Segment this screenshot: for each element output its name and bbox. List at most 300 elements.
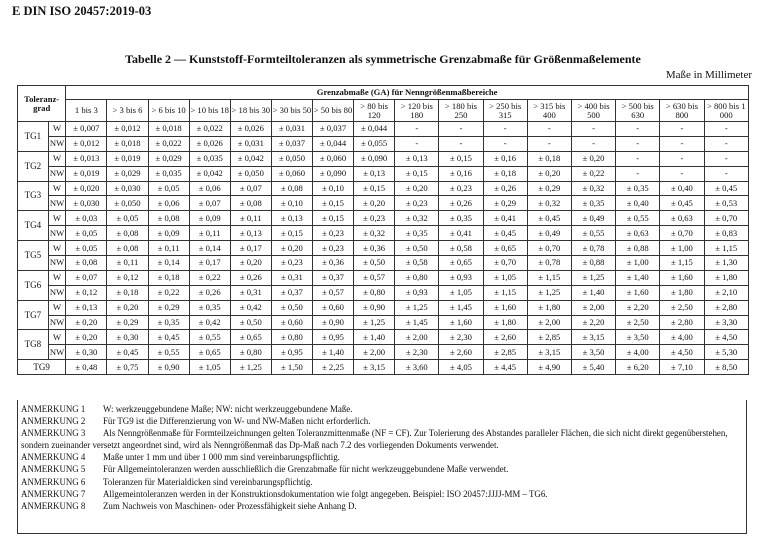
value-cell: ± 0,22 bbox=[148, 285, 189, 300]
value-cell: ± 2,30 bbox=[395, 345, 439, 360]
range-header-cell: > 30 bis 50 bbox=[271, 100, 312, 122]
value-cell: ± 0,06 bbox=[148, 196, 189, 211]
value-cell: ± 4,05 bbox=[439, 360, 483, 375]
value-cell: ± 2,85 bbox=[527, 330, 571, 345]
value-cell: ± 0,20 bbox=[107, 300, 148, 315]
range-header-cell: 1 bis 3 bbox=[66, 100, 107, 122]
value-cell: ± 0,42 bbox=[189, 315, 230, 330]
grade-cell: TG2 bbox=[18, 151, 49, 181]
value-cell: ± 0,58 bbox=[439, 241, 483, 256]
value-cell: ± 1,25 bbox=[354, 315, 395, 330]
value-cell: ± 0,32 bbox=[354, 226, 395, 241]
value-cell: ± 0,60 bbox=[312, 300, 353, 315]
note-item bbox=[21, 451, 743, 463]
value-cell: ± 0,13 bbox=[354, 166, 395, 181]
value-cell: ± 0,35 bbox=[189, 300, 230, 315]
value-cell: ± 0,16 bbox=[439, 166, 483, 181]
value-cell: ± 0,30 bbox=[107, 330, 148, 345]
dimension-type-cell: NW bbox=[48, 136, 65, 151]
value-cell: ± 0,29 bbox=[107, 315, 148, 330]
dimension-type-cell: W bbox=[48, 330, 65, 345]
value-cell: ± 1,00 bbox=[660, 241, 704, 256]
value-cell: ± 1,25 bbox=[230, 360, 271, 375]
value-cell: ± 0,14 bbox=[189, 241, 230, 256]
value-cell: ± 0,45 bbox=[148, 330, 189, 345]
value-cell: ± 0,20 bbox=[395, 181, 439, 196]
value-cell: ± 0,013 bbox=[66, 151, 107, 166]
value-cell: ± 0,11 bbox=[148, 241, 189, 256]
value-cell: ± 3,15 bbox=[527, 345, 571, 360]
value-cell: ± 0,030 bbox=[107, 181, 148, 196]
value-cell: ± 0,78 bbox=[571, 241, 615, 256]
value-cell: ± 0,037 bbox=[312, 122, 353, 137]
value-cell: ± 0,26 bbox=[483, 181, 527, 196]
value-cell: ± 0,029 bbox=[107, 166, 148, 181]
value-cell: ± 0,029 bbox=[148, 151, 189, 166]
value-cell: ± 0,15 bbox=[312, 211, 353, 226]
value-cell: ± 0,37 bbox=[312, 270, 353, 285]
value-cell: ± 0,90 bbox=[354, 300, 395, 315]
dimension-type-cell: W bbox=[48, 270, 65, 285]
value-cell: ± 0,026 bbox=[189, 136, 230, 151]
value-cell: ± 2,80 bbox=[704, 300, 749, 315]
value-cell: ± 2,00 bbox=[354, 345, 395, 360]
value-cell: ± 0,29 bbox=[483, 196, 527, 211]
dimension-type-cell: W bbox=[48, 211, 65, 226]
dimension-type-cell: NW bbox=[48, 226, 65, 241]
value-cell: ± 1,60 bbox=[660, 270, 704, 285]
value-cell: ± 0,11 bbox=[107, 256, 148, 271]
grade-cell: TG8 bbox=[18, 330, 49, 360]
value-cell: ± 5,40 bbox=[571, 360, 615, 375]
value-cell: ± 1,00 bbox=[616, 256, 660, 271]
value-cell: - bbox=[571, 122, 615, 137]
note-item bbox=[21, 427, 743, 451]
note-label: ANMERKUNG 5 bbox=[21, 464, 86, 475]
value-cell: - bbox=[571, 136, 615, 151]
value-cell: ± 3,60 bbox=[395, 360, 439, 375]
value-cell: ± 8,50 bbox=[704, 360, 749, 375]
grade-cell: TG3 bbox=[18, 181, 49, 211]
value-cell: ± 0,042 bbox=[189, 166, 230, 181]
value-cell: ± 0,29 bbox=[527, 181, 571, 196]
value-cell: ± 1,45 bbox=[395, 315, 439, 330]
limit-deviation-header: Grenzabmaße (GA) für Nenngrößenmaßbereiche bbox=[66, 86, 749, 100]
value-cell: ± 0,18 bbox=[107, 285, 148, 300]
table-row bbox=[18, 196, 749, 211]
value-cell: ± 2,80 bbox=[660, 315, 704, 330]
value-cell: ± 0,06 bbox=[189, 181, 230, 196]
value-cell: ± 7,10 bbox=[660, 360, 704, 375]
value-cell: ± 0,45 bbox=[704, 181, 749, 196]
value-cell: ± 0,35 bbox=[148, 315, 189, 330]
notes-box bbox=[17, 400, 747, 534]
value-cell: ± 2,00 bbox=[395, 330, 439, 345]
value-cell: ± 0,17 bbox=[230, 241, 271, 256]
value-cell: ± 2,20 bbox=[571, 315, 615, 330]
value-cell: ± 0,88 bbox=[616, 241, 660, 256]
value-cell: ± 0,45 bbox=[483, 226, 527, 241]
value-cell: ± 1,60 bbox=[616, 285, 660, 300]
value-cell: ± 0,42 bbox=[230, 300, 271, 315]
dimension-type-cell: W bbox=[48, 300, 65, 315]
value-cell: ± 0,019 bbox=[107, 151, 148, 166]
value-cell: ± 0,022 bbox=[148, 136, 189, 151]
value-cell: ± 1,80 bbox=[483, 315, 527, 330]
table-row bbox=[18, 345, 749, 360]
value-cell: ± 0,57 bbox=[312, 285, 353, 300]
value-cell: - bbox=[704, 166, 749, 181]
value-cell: ± 1,50 bbox=[271, 360, 312, 375]
note-label: ANMERKUNG 3 bbox=[21, 428, 86, 439]
range-header-cell: > 800 bis 1 000 bbox=[704, 100, 749, 122]
value-cell: ± 0,35 bbox=[439, 211, 483, 226]
value-cell: ± 0,32 bbox=[571, 181, 615, 196]
table-body bbox=[18, 122, 749, 375]
value-cell: ± 0,090 bbox=[354, 151, 395, 166]
value-cell: ± 0,09 bbox=[148, 226, 189, 241]
value-cell: ± 0,22 bbox=[571, 166, 615, 181]
value-cell: ± 0,58 bbox=[395, 256, 439, 271]
value-cell: ± 0,07 bbox=[189, 196, 230, 211]
value-cell: - bbox=[660, 122, 704, 137]
value-cell: - bbox=[704, 136, 749, 151]
value-cell: ± 0,17 bbox=[189, 256, 230, 271]
table-row bbox=[18, 330, 749, 345]
value-cell: ± 1,25 bbox=[571, 270, 615, 285]
value-cell: - bbox=[616, 151, 660, 166]
table-title: Tabelle 2 — Kunststoff-Formteiltoleranzen als symmetrische Grenzabmaße für Größenmaßelemente bbox=[125, 52, 641, 66]
value-cell: ± 2,25 bbox=[312, 360, 353, 375]
value-cell: ± 2,60 bbox=[483, 330, 527, 345]
value-cell: - bbox=[660, 166, 704, 181]
value-cell: ± 0,63 bbox=[616, 226, 660, 241]
value-cell: ± 0,018 bbox=[107, 136, 148, 151]
value-cell: ± 4,00 bbox=[660, 330, 704, 345]
value-cell: ± 0,36 bbox=[354, 241, 395, 256]
value-cell: - bbox=[395, 136, 439, 151]
grade-cell: TG1 bbox=[18, 122, 49, 152]
value-cell: ± 0,23 bbox=[312, 241, 353, 256]
value-cell: ± 0,037 bbox=[271, 136, 312, 151]
range-header-cell: > 10 bis 18 bbox=[189, 100, 230, 122]
value-cell: - bbox=[660, 136, 704, 151]
note-item bbox=[21, 500, 743, 512]
table-row bbox=[18, 166, 749, 181]
value-cell: ± 0,11 bbox=[230, 211, 271, 226]
note-label: ANMERKUNG 4 bbox=[21, 452, 86, 463]
value-cell: - bbox=[483, 122, 527, 137]
value-cell: ± 0,08 bbox=[107, 241, 148, 256]
value-cell: ± 0,20 bbox=[66, 315, 107, 330]
value-cell: ± 0,030 bbox=[66, 196, 107, 211]
value-cell: ± 0,60 bbox=[271, 315, 312, 330]
dimension-type-cell: NW bbox=[48, 315, 65, 330]
value-cell: ± 0,15 bbox=[354, 181, 395, 196]
value-cell: ± 0,23 bbox=[312, 226, 353, 241]
value-cell: ± 1,05 bbox=[483, 270, 527, 285]
value-cell: ± 0,63 bbox=[660, 211, 704, 226]
table-row bbox=[18, 300, 749, 315]
value-cell: ± 2,50 bbox=[616, 315, 660, 330]
value-cell: ± 0,035 bbox=[148, 166, 189, 181]
note-text: Allgemeintoleranzen werden in der Konstruktionsdokumentation wie folgt angegeben. Beispiel: ISO 20457:JJJJ-MM – TG6. bbox=[103, 488, 548, 499]
value-cell: - bbox=[660, 151, 704, 166]
grade-cell: TG6 bbox=[18, 270, 49, 300]
note-item bbox=[21, 463, 743, 475]
grade-header: Toleranz-grad bbox=[18, 86, 66, 122]
note-text: Zum Nachweis von Maschinen- oder Prozessfähigkeit siehe Anhang D. bbox=[103, 500, 357, 511]
dimension-type-cell: W bbox=[48, 151, 65, 166]
value-cell: ± 0,050 bbox=[107, 196, 148, 211]
value-cell: ± 0,08 bbox=[107, 226, 148, 241]
note-label: ANMERKUNG 2 bbox=[21, 416, 86, 427]
value-cell: ± 0,012 bbox=[107, 122, 148, 137]
grade-cell: TG5 bbox=[18, 241, 49, 271]
value-cell: ± 0,16 bbox=[483, 151, 527, 166]
dimension-type-cell: NW bbox=[48, 196, 65, 211]
range-header-cell: > 3 bis 6 bbox=[107, 100, 148, 122]
value-cell: ± 0,78 bbox=[527, 256, 571, 271]
range-header-row bbox=[18, 100, 749, 122]
value-cell: ± 1,25 bbox=[527, 285, 571, 300]
units-note: Maße in Millimeter bbox=[665, 69, 752, 81]
dimension-type-cell: W bbox=[48, 181, 65, 196]
value-cell: ± 0,12 bbox=[66, 285, 107, 300]
value-cell: ± 0,05 bbox=[107, 211, 148, 226]
value-cell: ± 0,11 bbox=[189, 226, 230, 241]
value-cell: ± 0,050 bbox=[230, 166, 271, 181]
value-cell: - bbox=[395, 122, 439, 137]
value-cell: ± 0,31 bbox=[230, 285, 271, 300]
range-header-cell: > 630 bis 800 bbox=[660, 100, 704, 122]
value-cell: ± 0,80 bbox=[354, 285, 395, 300]
value-cell: - bbox=[527, 136, 571, 151]
value-cell: ± 4,50 bbox=[660, 345, 704, 360]
value-cell: ± 0,80 bbox=[395, 270, 439, 285]
value-cell: ± 0,055 bbox=[354, 136, 395, 151]
value-cell: - bbox=[704, 122, 749, 137]
dimension-type-cell: NW bbox=[48, 256, 65, 271]
value-cell: ± 2,50 bbox=[660, 300, 704, 315]
table-row bbox=[18, 241, 749, 256]
note-item bbox=[21, 476, 743, 488]
value-cell: ± 3,50 bbox=[616, 330, 660, 345]
value-cell: ± 1,40 bbox=[616, 270, 660, 285]
value-cell: ± 0,65 bbox=[439, 256, 483, 271]
table-row bbox=[18, 211, 749, 226]
value-cell: ± 4,00 bbox=[616, 345, 660, 360]
value-cell: ± 0,80 bbox=[230, 345, 271, 360]
range-header-cell: > 400 bis 500 bbox=[571, 100, 615, 122]
value-cell: ± 1,15 bbox=[660, 256, 704, 271]
value-cell: ± 0,08 bbox=[148, 211, 189, 226]
value-cell: ± 0,41 bbox=[483, 211, 527, 226]
value-cell: ± 3,30 bbox=[704, 315, 749, 330]
note-item bbox=[21, 403, 743, 415]
range-header-cell: > 120 bis 180 bbox=[395, 100, 439, 122]
value-cell: ± 0,15 bbox=[271, 226, 312, 241]
value-cell: ± 0,35 bbox=[616, 181, 660, 196]
value-cell: ± 0,36 bbox=[312, 256, 353, 271]
table-row bbox=[18, 226, 749, 241]
value-cell: ± 0,090 bbox=[312, 166, 353, 181]
range-header-cell: > 250 bis 315 bbox=[483, 100, 527, 122]
value-cell: - bbox=[616, 166, 660, 181]
value-cell: ± 1,25 bbox=[395, 300, 439, 315]
table-row bbox=[18, 315, 749, 330]
value-cell: ± 0,020 bbox=[66, 181, 107, 196]
value-cell: ± 0,13 bbox=[395, 151, 439, 166]
dimension-type-cell: W bbox=[48, 122, 65, 137]
value-cell: ± 0,26 bbox=[439, 196, 483, 211]
note-label: ANMERKUNG 1 bbox=[21, 404, 86, 414]
value-cell: ± 0,70 bbox=[483, 256, 527, 271]
value-cell: ± 0,40 bbox=[616, 196, 660, 211]
value-cell: ± 0,26 bbox=[189, 285, 230, 300]
value-cell: ± 2,00 bbox=[527, 315, 571, 330]
value-cell: ± 0,007 bbox=[66, 122, 107, 137]
range-header-cell: > 500 bis 630 bbox=[616, 100, 660, 122]
value-cell: ± 0,55 bbox=[189, 330, 230, 345]
value-cell: ± 0,26 bbox=[230, 270, 271, 285]
value-cell: ± 0,70 bbox=[704, 211, 749, 226]
value-cell: ± 0,035 bbox=[189, 151, 230, 166]
value-cell: - bbox=[483, 136, 527, 151]
range-header-cell: > 80 bis 120 bbox=[354, 100, 395, 122]
note-label: ANMERKUNG 7 bbox=[21, 488, 86, 499]
value-cell: ± 4,50 bbox=[704, 330, 749, 345]
note-item bbox=[21, 415, 743, 427]
value-cell: ± 0,55 bbox=[571, 226, 615, 241]
value-cell: ± 3,15 bbox=[354, 360, 395, 375]
value-cell: ± 1,45 bbox=[439, 300, 483, 315]
value-cell: ± 5,30 bbox=[704, 345, 749, 360]
table-row bbox=[18, 270, 749, 285]
value-cell: ± 0,08 bbox=[230, 196, 271, 211]
value-cell: ± 0,55 bbox=[616, 211, 660, 226]
value-cell: ± 2,00 bbox=[571, 300, 615, 315]
table-row bbox=[18, 360, 749, 375]
value-cell: ± 0,23 bbox=[271, 256, 312, 271]
value-cell: ± 0,50 bbox=[271, 300, 312, 315]
value-cell: ± 0,23 bbox=[395, 196, 439, 211]
value-cell: ± 0,042 bbox=[230, 151, 271, 166]
value-cell: ± 0,012 bbox=[66, 136, 107, 151]
value-cell: ± 0,23 bbox=[439, 181, 483, 196]
value-cell: ± 0,53 bbox=[704, 196, 749, 211]
note-text: Als Nenngrößenmaße für Formteilzeichnungen gelten Toleranzmittenmaße (NF = CF). Zur Tolerierung des Abstandes paralleler Flächen, die sich nicht direkt gegenüberstehen, sondern zueinander versetzt angeordnet sind, wird als Nenngrößenmaß das Dp-Maß nach 7.2 des vorliegenden Dokuments verwendet. bbox=[21, 428, 728, 451]
value-cell: ± 2,60 bbox=[439, 345, 483, 360]
note-label: ANMERKUNG 6 bbox=[21, 476, 86, 487]
value-cell: ± 0,15 bbox=[312, 196, 353, 211]
range-header-cell: > 315 bis 400 bbox=[527, 100, 571, 122]
value-cell: ± 1,80 bbox=[704, 270, 749, 285]
value-cell: ± 0,10 bbox=[271, 196, 312, 211]
value-cell: ± 0,49 bbox=[571, 211, 615, 226]
value-cell: ± 1,40 bbox=[354, 330, 395, 345]
value-cell: ± 0,031 bbox=[271, 122, 312, 137]
value-cell: ± 1,15 bbox=[704, 241, 749, 256]
value-cell: ± 0,93 bbox=[395, 285, 439, 300]
dimension-type-cell: W bbox=[48, 241, 65, 256]
dimension-type-cell: NW bbox=[48, 285, 65, 300]
grade-cell: TG4 bbox=[18, 211, 49, 241]
value-cell: ± 0,060 bbox=[312, 151, 353, 166]
range-header-cell: > 180 bis 250 bbox=[439, 100, 483, 122]
note-text: Maße unter 1 mm und über 1 000 mm sind vereinbarungspflichtig. bbox=[103, 452, 340, 463]
grade-cell: TG7 bbox=[18, 300, 49, 330]
value-cell: ± 0,20 bbox=[527, 166, 571, 181]
value-cell: ± 0,31 bbox=[271, 270, 312, 285]
table-row bbox=[18, 285, 749, 300]
value-cell: ± 0,45 bbox=[660, 196, 704, 211]
value-cell: ± 0,20 bbox=[271, 241, 312, 256]
value-cell: ± 0,08 bbox=[271, 181, 312, 196]
value-cell: ± 0,10 bbox=[312, 181, 353, 196]
value-cell: ± 0,65 bbox=[230, 330, 271, 345]
value-cell: ± 0,05 bbox=[66, 226, 107, 241]
value-cell: ± 0,12 bbox=[107, 270, 148, 285]
value-cell: ± 0,20 bbox=[66, 330, 107, 345]
grade-cell: TG9 bbox=[18, 360, 66, 375]
dimension-type-cell: NW bbox=[48, 166, 65, 181]
value-cell: ± 0,32 bbox=[527, 196, 571, 211]
value-cell: ± 0,70 bbox=[527, 241, 571, 256]
value-cell: ± 0,13 bbox=[230, 226, 271, 241]
value-cell: ± 2,85 bbox=[483, 345, 527, 360]
value-cell: ± 1,30 bbox=[704, 256, 749, 271]
value-cell: ± 0,45 bbox=[527, 211, 571, 226]
value-cell: ± 3,15 bbox=[571, 330, 615, 345]
value-cell: ± 1,40 bbox=[571, 285, 615, 300]
value-cell: ± 0,20 bbox=[571, 151, 615, 166]
range-header-cell: > 18 bis 30 bbox=[230, 100, 271, 122]
value-cell: ± 0,060 bbox=[271, 166, 312, 181]
value-cell: ± 0,018 bbox=[148, 122, 189, 137]
value-cell: ± 0,22 bbox=[189, 270, 230, 285]
value-cell: ± 3,50 bbox=[571, 345, 615, 360]
value-cell: ± 6,20 bbox=[616, 360, 660, 375]
value-cell: ± 0,90 bbox=[148, 360, 189, 375]
table-row bbox=[18, 151, 749, 166]
value-cell: ± 0,50 bbox=[395, 241, 439, 256]
value-cell: ± 0,07 bbox=[66, 270, 107, 285]
value-cell: ± 0,031 bbox=[230, 136, 271, 151]
value-cell: ± 0,09 bbox=[189, 211, 230, 226]
value-cell: ± 1,60 bbox=[439, 315, 483, 330]
value-cell: ± 0,044 bbox=[354, 122, 395, 137]
tolerance-table bbox=[17, 85, 749, 375]
value-cell: ± 0,35 bbox=[395, 226, 439, 241]
document-id: E DIN ISO 20457:2019-03 bbox=[12, 4, 152, 18]
value-cell: ± 1,05 bbox=[189, 360, 230, 375]
value-cell: ± 0,13 bbox=[66, 300, 107, 315]
value-cell: ± 0,29 bbox=[148, 300, 189, 315]
value-cell: ± 1,15 bbox=[527, 270, 571, 285]
value-cell: ± 1,80 bbox=[527, 300, 571, 315]
value-cell: - bbox=[439, 136, 483, 151]
value-cell: ± 0,13 bbox=[271, 211, 312, 226]
value-cell: ± 0,35 bbox=[571, 196, 615, 211]
value-cell: ± 0,50 bbox=[230, 315, 271, 330]
value-cell: ± 0,80 bbox=[271, 330, 312, 345]
note-text: Toleranzen für Materialdicken sind vereinbarungspflichtig. bbox=[103, 476, 313, 487]
value-cell: ± 0,40 bbox=[660, 181, 704, 196]
note-item bbox=[21, 488, 743, 500]
value-cell: ± 0,75 bbox=[107, 360, 148, 375]
dimension-type-cell: NW bbox=[48, 345, 65, 360]
